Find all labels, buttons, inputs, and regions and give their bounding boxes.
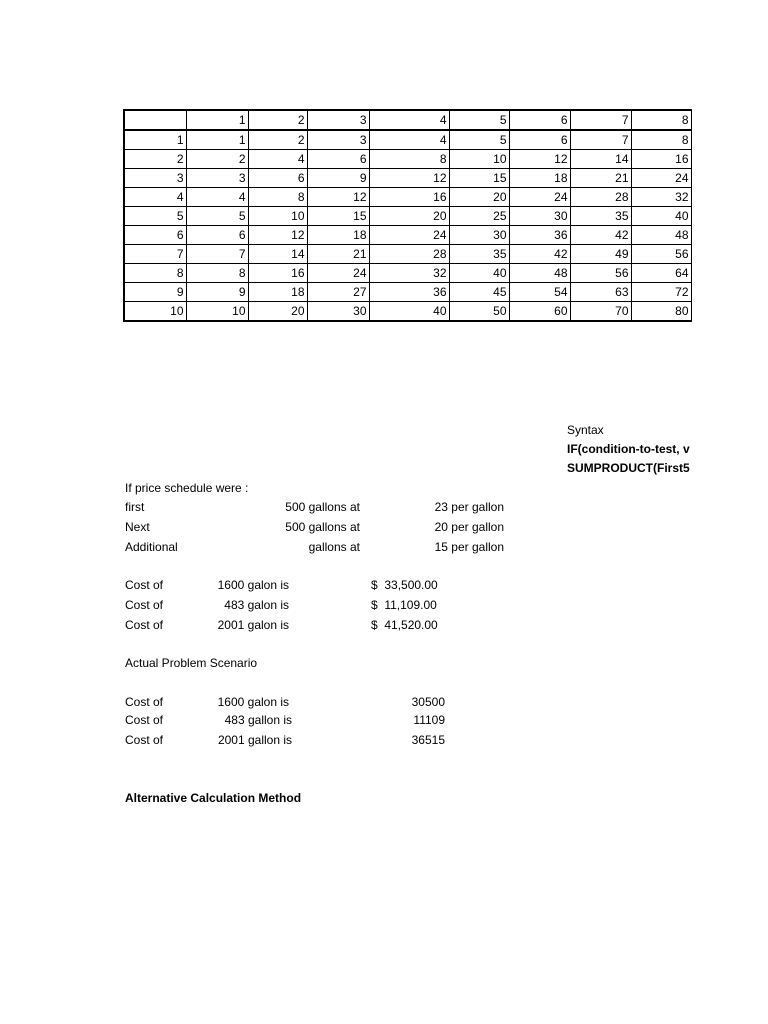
table-cell[interactable]: 45 [449, 283, 509, 302]
table-cell[interactable]: 18 [307, 226, 369, 245]
table-cell[interactable]: 8 [124, 264, 186, 283]
table-cell[interactable]: 5 [449, 130, 509, 150]
table-cell[interactable]: 35 [570, 207, 631, 226]
table-cell[interactable]: 54 [509, 283, 570, 302]
cost-quantity: 483 galon is [224, 598, 289, 612]
table-cell[interactable]: 4 [369, 130, 449, 150]
actual-cost-label: Cost of [125, 695, 164, 709]
table-cell[interactable]: 8 [369, 150, 449, 169]
cost-amount: $ 11,109.00 [371, 598, 437, 612]
actual-cost-amount: 11109 [413, 713, 445, 727]
table-cell[interactable]: 2 [248, 130, 307, 150]
table-cell[interactable]: 70 [570, 302, 631, 322]
actual-cost-label: Cost of [125, 733, 164, 747]
table-cell[interactable]: 2 [186, 150, 248, 169]
table-cell[interactable]: 7 [124, 245, 186, 264]
tier-price: 23 per gallon [434, 500, 504, 514]
table-row [124, 226, 691, 245]
actual-scenario-heading: Actual Problem Scenario [125, 656, 258, 670]
table-cell[interactable]: 28 [369, 245, 449, 264]
table-cell[interactable]: 7 [570, 130, 631, 150]
table-cell[interactable]: 15 [449, 169, 509, 188]
table-cell[interactable]: 20 [248, 302, 307, 322]
multiplication-table [123, 109, 692, 322]
table-cell[interactable]: 1 [186, 130, 248, 150]
table-cell[interactable]: 6 [248, 169, 307, 188]
table-cell[interactable]: 6 [307, 150, 369, 169]
table-header-row [124, 110, 691, 130]
table-cell[interactable]: 40 [449, 264, 509, 283]
table-cell[interactable]: 12 [509, 150, 570, 169]
table-cell[interactable]: 30 [449, 226, 509, 245]
cost-quantity: 1600 galon is [217, 578, 289, 592]
table-cell[interactable]: 50 [449, 302, 509, 322]
table-cell[interactable]: 25 [449, 207, 509, 226]
table-cell[interactable]: 42 [570, 226, 631, 245]
cost-label: Cost of [125, 578, 164, 592]
tier-label: Additional [125, 540, 178, 554]
table-row [124, 264, 691, 283]
table-cell[interactable]: 8 [631, 130, 691, 150]
table-cell[interactable]: 8 [631, 110, 691, 130]
table-row [124, 283, 691, 302]
table-cell[interactable]: 10 [124, 302, 186, 322]
if-syntax-formula: IF(condition-to-test, v [567, 442, 690, 456]
tier-quantity: 500 gallons at [285, 520, 360, 534]
table-cell[interactable]: 12 [307, 188, 369, 207]
tier-price: 15 per gallon [434, 540, 504, 554]
price-schedule-heading: If price schedule were : [125, 481, 249, 495]
table-cell[interactable]: 10 [449, 150, 509, 169]
table-cell[interactable]: 15 [307, 207, 369, 226]
actual-cost-amount: 30500 [411, 695, 445, 709]
table-cell[interactable]: 63 [570, 283, 631, 302]
table-cell[interactable]: 48 [509, 264, 570, 283]
table-cell[interactable]: 35 [449, 245, 509, 264]
actual-cost-quantity: 1600 galon is [217, 695, 289, 709]
table-cell[interactable]: 60 [509, 302, 570, 322]
table-cell[interactable]: 16 [248, 264, 307, 283]
table-cell[interactable]: 3 [307, 110, 369, 130]
table-cell[interactable]: 72 [631, 283, 691, 302]
table-cell[interactable]: 21 [570, 169, 631, 188]
table-cell[interactable]: 7 [186, 245, 248, 264]
table-cell[interactable]: 36 [509, 226, 570, 245]
table-row [124, 302, 691, 322]
cost-amount: $ 41,520.00 [371, 618, 438, 632]
actual-cost-quantity: 483 gallon is [224, 713, 292, 727]
table-cell[interactable]: 14 [248, 245, 307, 264]
table-cell[interactable]: 16 [631, 150, 691, 169]
table-cell[interactable]: 4 [124, 188, 186, 207]
tier-label: Next [125, 520, 150, 534]
table-cell[interactable]: 24 [369, 226, 449, 245]
table-cell[interactable]: 6 [124, 226, 186, 245]
table-cell[interactable]: 3 [186, 169, 248, 188]
table-cell[interactable]: 27 [307, 283, 369, 302]
table-cell[interactable]: 12 [248, 226, 307, 245]
table-cell[interactable]: 5 [124, 207, 186, 226]
actual-cost-quantity: 2001 gallon is [217, 733, 292, 747]
table-cell[interactable]: 56 [570, 264, 631, 283]
table-cell[interactable]: 24 [631, 169, 691, 188]
table-cell[interactable]: 3 [124, 169, 186, 188]
table-row [124, 150, 691, 169]
table-cell[interactable]: 20 [449, 188, 509, 207]
tier-quantity: 500 gallons at [285, 500, 360, 514]
table-cell[interactable]: 32 [369, 264, 449, 283]
table-cell[interactable]: 9 [307, 169, 369, 188]
table-cell[interactable]: 4 [186, 188, 248, 207]
cost-label: Cost of [125, 598, 164, 612]
table-cell[interactable]: 56 [631, 245, 691, 264]
table-cell[interactable]: 28 [570, 188, 631, 207]
table-cell[interactable]: 20 [369, 207, 449, 226]
table-cell[interactable]: 3 [307, 130, 369, 150]
table-cell[interactable]: 2 [124, 150, 186, 169]
table-cell[interactable]: 9 [124, 283, 186, 302]
table-cell[interactable]: 14 [570, 150, 631, 169]
tier-label: first [125, 500, 145, 514]
syntax-label: Syntax [567, 423, 604, 437]
table-row [124, 245, 691, 264]
table-cell[interactable]: 18 [248, 283, 307, 302]
table-cell[interactable]: 10 [186, 302, 248, 322]
sumproduct-syntax-formula: SUMPRODUCT(First5 [567, 461, 690, 475]
table-cell[interactable]: 8 [248, 188, 307, 207]
cost-label: Cost of [125, 618, 164, 632]
tier-quantity: gallons at [308, 540, 360, 554]
cost-amount: $ 33,500.00 [371, 578, 438, 592]
actual-cost-amount: 36515 [411, 733, 445, 747]
table-cell[interactable]: 10 [248, 207, 307, 226]
table-cell[interactable]: 5 [449, 110, 509, 130]
table-cell[interactable]: 7 [570, 110, 631, 130]
table-cell[interactable] [124, 110, 186, 130]
table-row [124, 207, 691, 226]
actual-cost-label: Cost of [125, 713, 164, 727]
table-cell[interactable]: 16 [369, 188, 449, 207]
table-row [124, 169, 691, 188]
table-cell[interactable]: 8 [186, 264, 248, 283]
table-cell[interactable]: 32 [631, 188, 691, 207]
table-cell[interactable]: 80 [631, 302, 691, 322]
table-cell[interactable]: 5 [186, 207, 248, 226]
table-cell[interactable]: 42 [509, 245, 570, 264]
table-cell[interactable]: 4 [248, 150, 307, 169]
table-cell[interactable]: 2 [248, 110, 307, 130]
alternative-method-heading: Alternative Calculation Method [125, 791, 302, 805]
table-cell[interactable]: 24 [509, 188, 570, 207]
table-cell[interactable]: 24 [307, 264, 369, 283]
tier-price: 20 per gallon [434, 520, 504, 534]
table-cell[interactable]: 48 [631, 226, 691, 245]
table-cell[interactable]: 18 [509, 169, 570, 188]
table-cell[interactable]: 6 [186, 226, 248, 245]
table-cell[interactable]: 49 [570, 245, 631, 264]
cost-quantity: 2001 galon is [217, 618, 289, 632]
table-cell[interactable]: 30 [509, 207, 570, 226]
table-cell[interactable]: 9 [186, 283, 248, 302]
table-cell[interactable]: 4 [369, 110, 449, 130]
table-cell[interactable]: 64 [631, 264, 691, 283]
table-cell[interactable]: 1 [124, 130, 186, 150]
table-cell[interactable]: 6 [509, 110, 570, 130]
table-cell[interactable]: 40 [369, 302, 449, 322]
table-row [124, 130, 691, 150]
table-cell[interactable]: 6 [509, 130, 570, 150]
table-cell[interactable]: 21 [307, 245, 369, 264]
table-cell[interactable]: 36 [369, 283, 449, 302]
table-cell[interactable]: 30 [307, 302, 369, 322]
table-cell[interactable]: 12 [369, 169, 449, 188]
table-cell[interactable]: 1 [186, 110, 248, 130]
table-row [124, 188, 691, 207]
table-cell[interactable]: 40 [631, 207, 691, 226]
